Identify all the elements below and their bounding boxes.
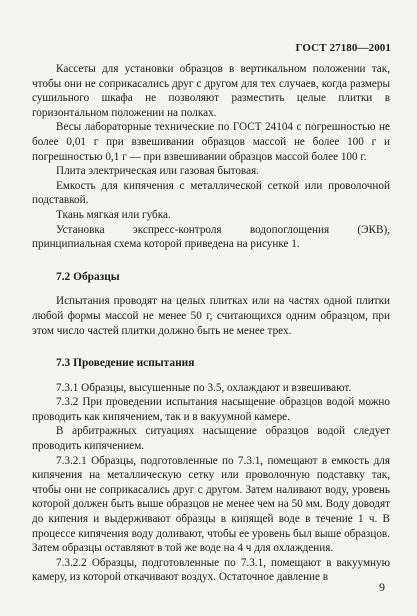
paragraph-cloth: Ткань мягкая или губка. [56,208,171,221]
paragraph-cassettes: Кассеты для установки образцов в вертикальном положении так, чтобы они не соприкасались друг с другом для тех случаев, когда размеры сушильного шкафа не позволяют разместить целые плитки в горизонтальном положении на полках. [32,63,390,119]
section-heading-samples: 7.2 Образцы [56,270,120,283]
page-number: 9 [379,580,385,594]
section-heading-procedure: 7.3 Проведение испытания [56,357,195,370]
paragraph-stove: Плита электрическая или газовая бытовая. [56,165,259,178]
paragraph-7-3-1: 7.3.1 Образцы, высушенные по 3.5, охлаждают и взвешивают. [56,381,352,394]
paragraph-arbitration: В арбитражных ситуациях насыщение образцов водой следует проводить кипячением. [32,425,390,453]
paragraph-boiling-vessel: Емкость для кипячения с металлической сеткой или проволочной подставкой. [32,179,390,207]
paragraph-7-3-2-1: 7.3.2.1 Образцы, подготовленные по 7.3.1, помещают в емкость для кипячения на металлическую сетку или проволочную подставку так, чтобы они не соприкасались друг с другом. Затем наливают воду, уровень которой должен быть выше образцов не менее чем на 50 мм. Воду доводят до кипения и выдерживают образцы в кипящей воде в течение 1 ч. В процессе кипячения воду доливают, чтобы ее уровень был выше образцов. Затем образцы оставляют в той же воде на 4 ч для охлаждения. [32,454,390,555]
paragraph-samples: Испытания проводят на целых плитках или на частях одной плитки любой формы массой не менее 50 г, считающихся одним образцом, при этом число частей плитки должно быть не менее трех. [32,295,390,337]
document-body [32,62,390,585]
paragraph-7-3-2-2: 7.3.2.2 Образцы, подготовленные по 7.3.1, помещают в вакуумную камеру, из которой откачивают воздух. Остаточное давление в [32,556,390,584]
paragraph-7-3-2: 7.3.2 При проведении испытания насыщение образцов водой можно проводить как кипячением, так и в вакуумной камере. [32,396,390,423]
paragraph-scales: Весы лабораторные технические по ГОСТ 24104 с погрешностью не более 0,01 г при взвешивании образцов массой не более 100 г и погрешностью 0,1 г — при взвешивании образцов массой более 100 г. [32,121,390,163]
standard-code-header: ГОСТ 27180—2001 [295,42,391,54]
paragraph-ekv-unit: Установка экспресс-контроля водопоглощения (ЭКВ), принципиальная схема которой приведена на рисунке 1. [32,223,390,251]
